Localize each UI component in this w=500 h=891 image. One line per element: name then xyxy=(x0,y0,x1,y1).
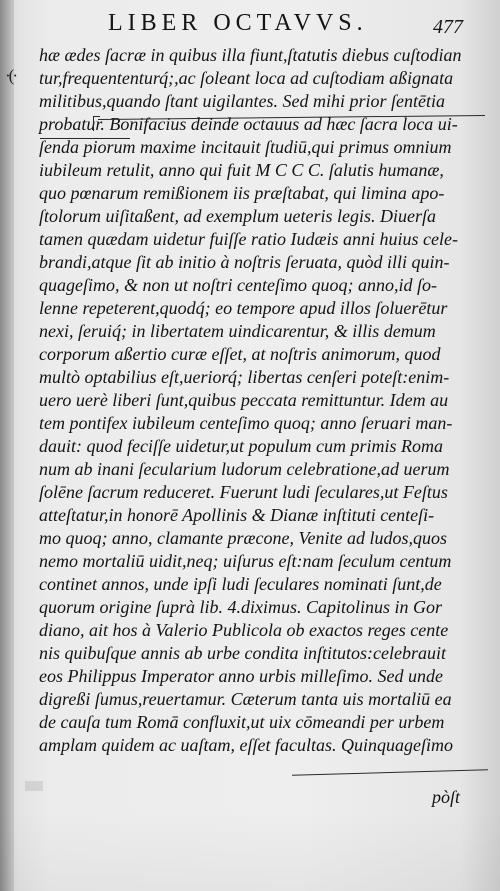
text-line: atteſtatur,in honorē Apollinis & Dianæ inſtituti centeſi- xyxy=(39,505,435,525)
catchword: pòſt xyxy=(432,787,461,807)
text-line: lenne repeterent,quodq́; eo tempore apud illos ſoluerētur xyxy=(39,298,448,318)
text-line: nexi, ſeruiq́; in libertatem uindicarentur, & illis demum xyxy=(39,321,436,341)
handwritten-bracket xyxy=(93,116,100,131)
text-line: ſenda piorum maxime incitauit ſtudiū,qui primus omnium xyxy=(39,137,452,157)
text-line: militibus,quando ſtant uigilantes. Sed mihi prior ſentētia xyxy=(39,91,445,111)
text-line: tamen quædam uidetur fuiſſe ratio Iudæis anni huius cele- xyxy=(39,229,458,249)
text-line: corporum aßertio curæ eſſet, at noſtris animorum, quod xyxy=(39,344,441,364)
text-line: nis quibuſque annis ab urbe condita inſtitutos:celebrauit xyxy=(39,643,446,663)
text-line: ſolēne ſacrum reduceret. Fuerunt ludi ſeculares,ut Feſtus xyxy=(39,482,448,502)
text-line: amplam quidem ac uaſtam, eſſet facultas. Quinquageſimo xyxy=(39,735,453,755)
text-line: tur,frequententurq́;,ac ſoleant loca ad cuſtodiam aßignata xyxy=(39,68,454,88)
text-line: continet annos, unde ipſi ludi ſeculares nominati ſunt,de xyxy=(39,574,442,594)
text-line: de cauſa tum Romā confluxit,ut uix cōmeandi per urbem xyxy=(39,712,445,732)
body-text xyxy=(39,44,484,757)
text-line: uero uerè liberi ſunt,quibus peccata remittuntur. Idem au xyxy=(39,390,449,410)
text-line: quageſimo, & non ut noſtri centeſimo quoq; anno,id ſo- xyxy=(39,275,437,295)
running-head: LIBER OCTAVVS. xyxy=(108,10,368,36)
text-line: eos Philippus Imperator anno urbis milleſimo. Sed unde xyxy=(39,666,443,686)
text-line: quorum origine ſuprà lib. 4.diximus. Capitolinus in Gor xyxy=(39,597,443,617)
text-line: ſtolorum uiſitaßent, ad exemplum ueteris legis. Diuerſa xyxy=(39,206,436,226)
handwritten-underline xyxy=(40,138,130,139)
text-line: multò optabilius eſt,ueriorq́; libertas cenſeri poteſt:enim- xyxy=(39,367,450,387)
ink-smudge xyxy=(25,781,43,791)
text-line: mo quoq; anno, clamante præcone, Venite ad ludos,quos xyxy=(39,528,447,548)
text-line: nemo mortaliū uidit,neq; uiſurus eſt:nam ſeculum centum xyxy=(39,551,452,571)
text-line: hæ ædes ſacræ in quibus illa fiunt,ſtatutis diebus cuſtodian xyxy=(39,45,462,65)
text-line: quo pœnarum remißionem iis præſtabat, qui limina apo- xyxy=(39,183,445,203)
binding-gutter xyxy=(0,0,14,891)
bottom-margin xyxy=(0,810,500,891)
text-line: diano, ait hos à Valerio Publicola ob exactos reges cente xyxy=(39,620,449,640)
text-line: iubileum retulit, anno qui fuit M C C C. ſalutis humanæ, xyxy=(39,160,444,180)
text-line: probatur. Bonifacius deinde octauus ad hæc ſacra loca ui- xyxy=(39,114,458,134)
text-line: num ab inani ſecularium ludorum celebratione,ad uerum xyxy=(39,459,450,479)
text-line: digreßi ſumus,reuertamur. Cæterum tanta uis mortaliū ea xyxy=(39,689,452,709)
handwritten-underline xyxy=(292,769,488,775)
page-number: 477 xyxy=(433,16,463,38)
text-line: brandi,atque ſit ab initio à noſtris ſeruata, quòd illi quin- xyxy=(39,252,450,272)
margin-annotation: ·(· xyxy=(5,66,16,85)
text-line: dauit: quod feciſſe uidetur,ut populum cum primis Roma xyxy=(39,436,443,456)
text-line: tem pontifex iubileum centeſimo quoq; anno ſeruari man- xyxy=(39,413,453,433)
